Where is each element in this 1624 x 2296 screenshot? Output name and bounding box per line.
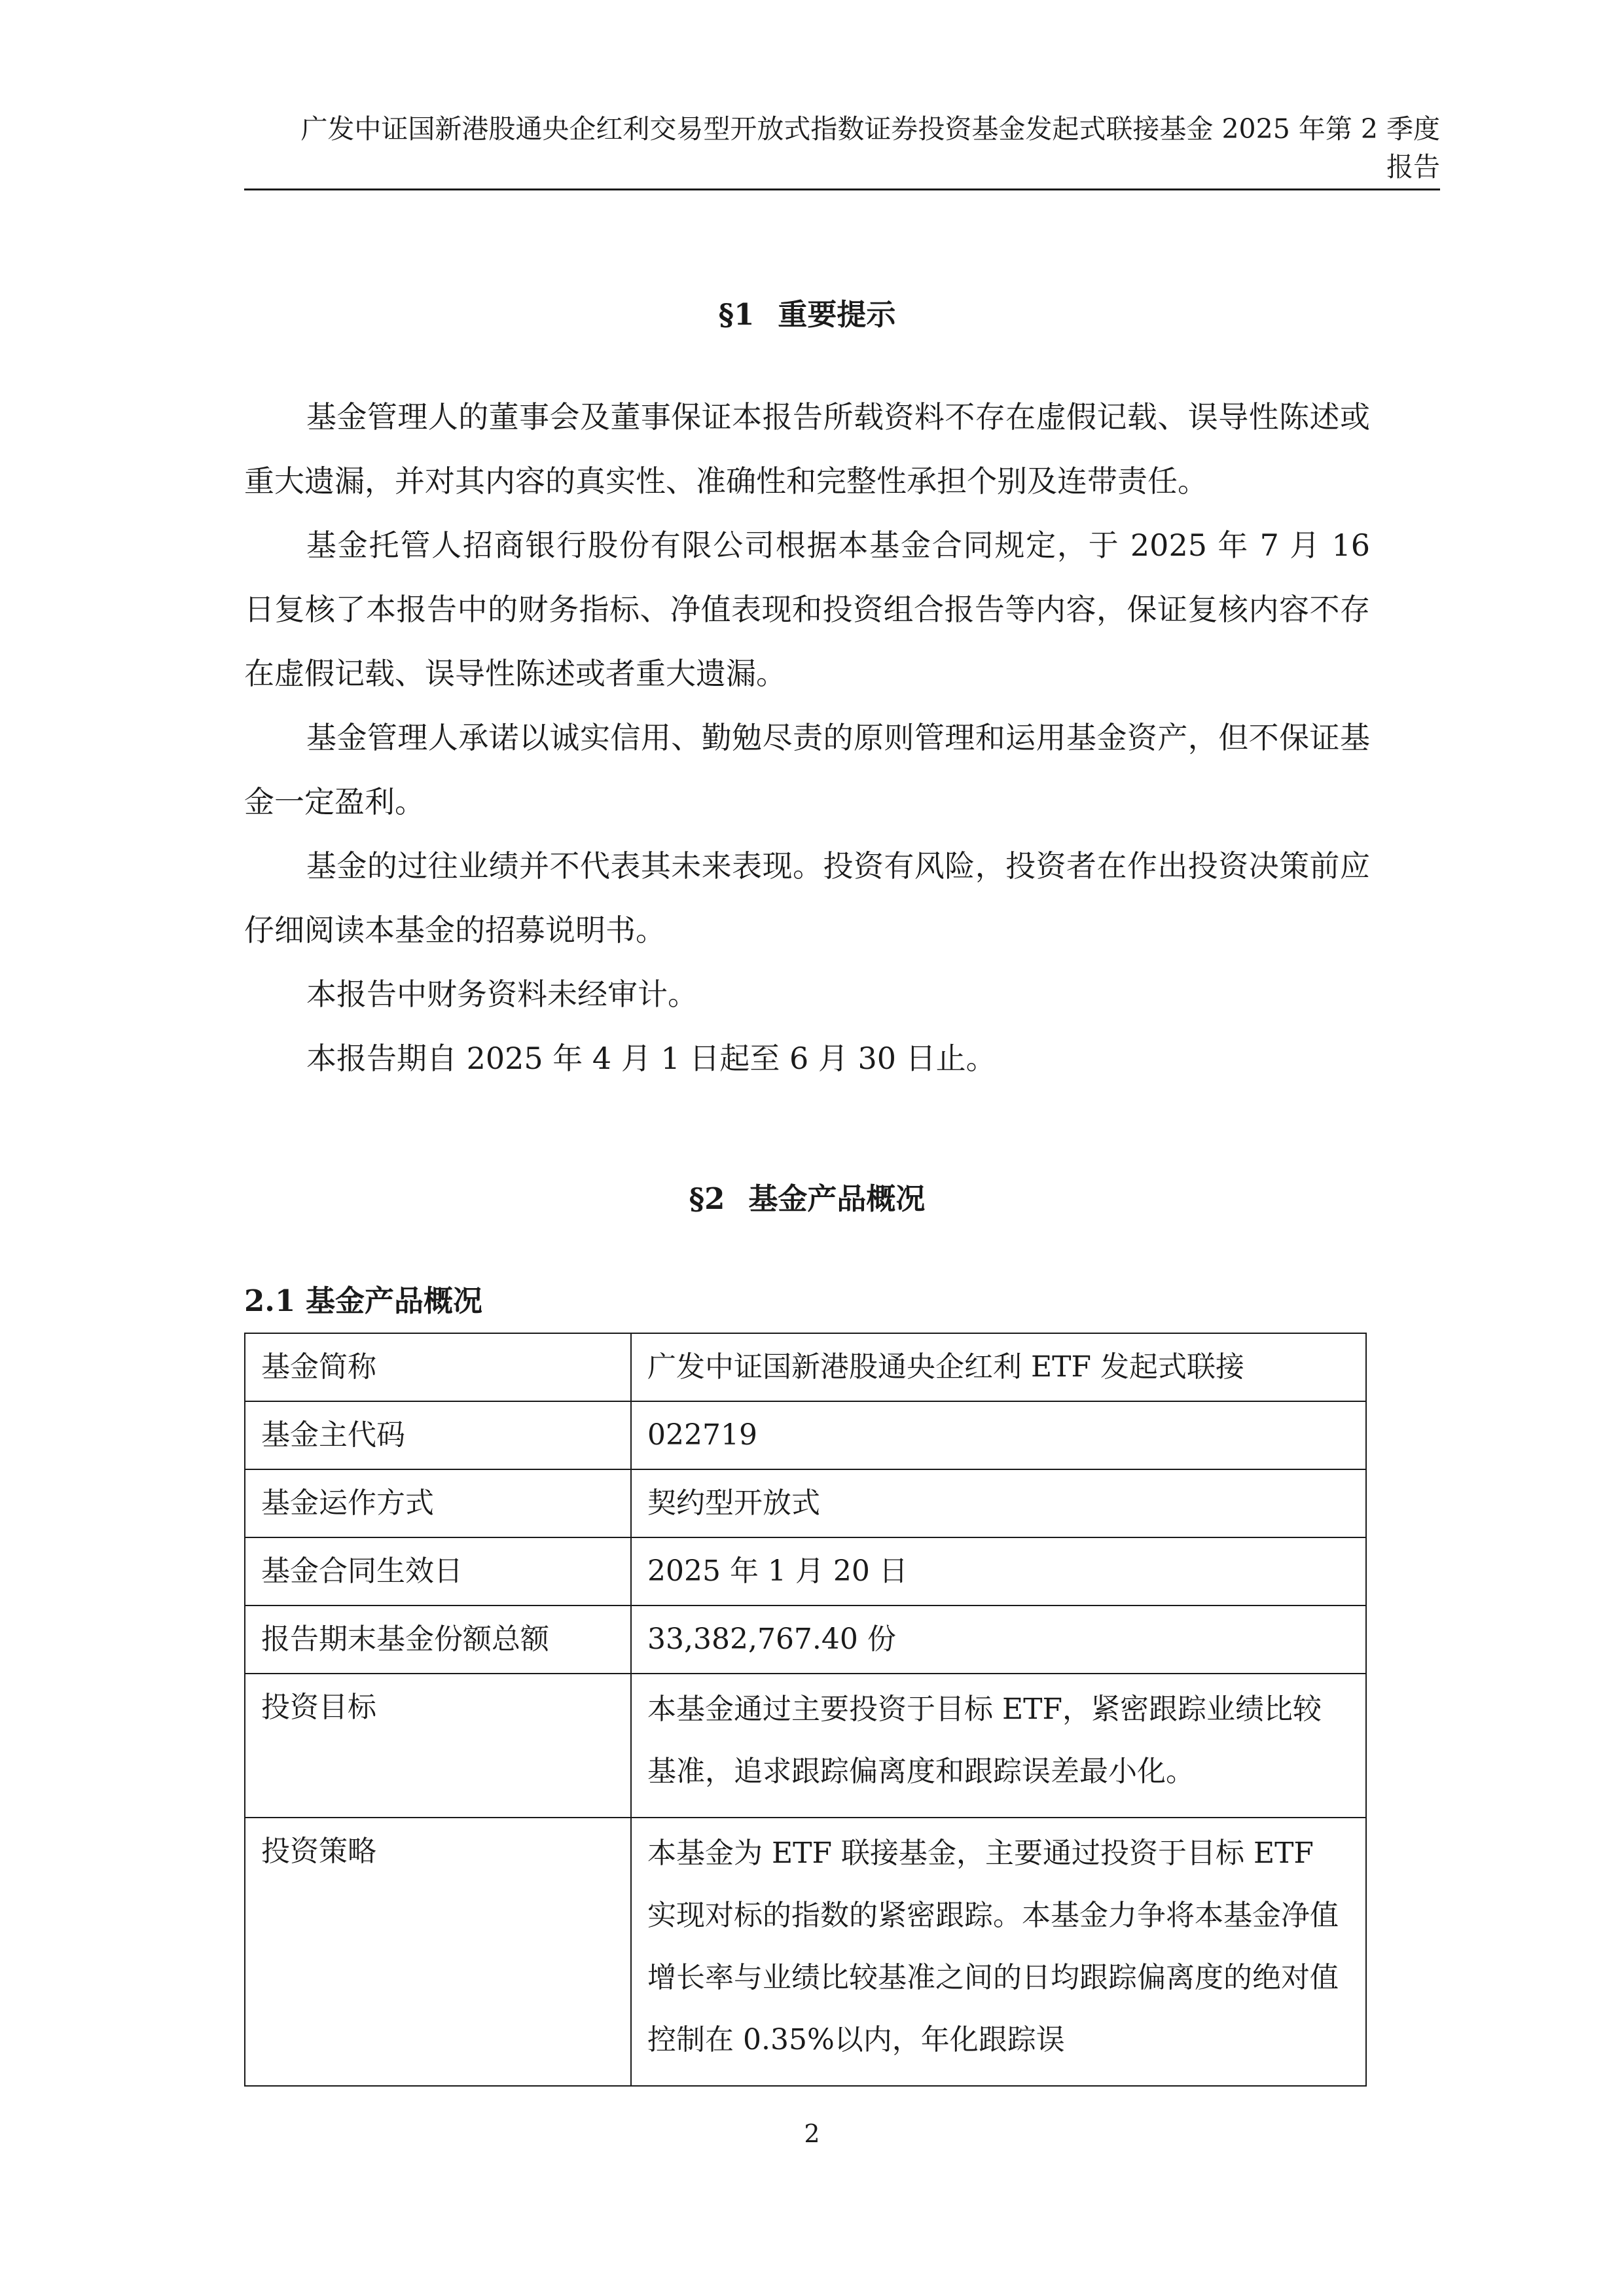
paragraph: 本报告期自 2025 年 4 月 1 日起至 6 月 30 日止。 xyxy=(306,1041,996,1076)
row-value-text: 本基金为 ETF 联接基金，主要通过投资于目标 ETF 实现对标的指数的紧密跟踪。本基金力争将本基金净值增长率与业绩比较基准之间的日均跟踪偏离度的绝对值控制在 0.35%以内，年化跟踪误 xyxy=(647,1837,1339,2056)
row-label: 基金简称 xyxy=(245,1333,631,1401)
section2-number: §2 xyxy=(689,1181,725,1216)
row-label: 投资策略 xyxy=(245,1818,631,2086)
table-row xyxy=(245,1333,1366,1401)
row-label: 基金合同生效日 xyxy=(245,1537,631,1605)
table-row xyxy=(245,1537,1366,1605)
paragraph: 基金管理人的董事会及董事保证本报告所载资料不存在虚假记载、误导性陈述或重大遗漏，并对其内容的真实性、准确性和完整性承担个别及连带责任。 xyxy=(244,399,1370,499)
header-divider xyxy=(244,188,1440,190)
table-row xyxy=(245,1818,1366,2086)
paragraph: 基金的过往业绩并不代表其未来表现。投资有风险，投资者在作出投资决策前应仔细阅读本基金的招募说明书。 xyxy=(244,848,1370,948)
paragraph: 本报告中财务资料未经审计。 xyxy=(306,977,698,1012)
row-value xyxy=(631,1674,1366,1818)
row-value: 广发中证国新港股通央企红利 ETF 发起式联接 xyxy=(631,1333,1366,1401)
section1-number: §1 xyxy=(718,297,755,332)
fund-overview-table xyxy=(244,1333,1367,2087)
paragraph: 基金管理人承诺以诚实信用、勤勉尽责的原则管理和运用基金资产，但不保证基金一定盈利。 xyxy=(244,720,1370,819)
row-label: 报告期末基金份额总额 xyxy=(245,1605,631,1674)
section1-body xyxy=(244,385,1370,1090)
row-value: 022719 xyxy=(631,1401,1366,1469)
paragraph: 基金托管人招商银行股份有限公司根据本基金合同规定，于 2025 年 7 月 16 日复核了本报告中的财务指标、净值表现和投资组合报告等内容，保证复核内容不存在虚假记载、误导性陈述或者重大遗漏。 xyxy=(244,528,1370,691)
table-row xyxy=(245,1605,1366,1674)
header-title-line1: 广发中证国新港股通央企红利交易型开放式指数证券投资基金发起式联接基金 2025 年第 2 季度 xyxy=(300,113,1440,145)
table-row xyxy=(245,1469,1366,1537)
report-header xyxy=(244,110,1440,186)
section2-heading xyxy=(244,1179,1370,1219)
row-value: 33,382,767.40 份 xyxy=(631,1605,1366,1674)
section1-title: 重要提示 xyxy=(778,297,896,332)
row-label: 基金主代码 xyxy=(245,1401,631,1469)
section2-title: 基金产品概况 xyxy=(748,1181,926,1216)
page-number: 2 xyxy=(804,2119,820,2148)
row-value xyxy=(631,1818,1366,2086)
header-title-line2: 报告 xyxy=(1386,151,1440,183)
subsection-2-1-title: 2.1 基金产品概况 xyxy=(244,1283,482,1318)
section1-heading xyxy=(244,295,1370,334)
table-row xyxy=(245,1674,1366,1818)
row-label: 投资目标 xyxy=(245,1674,631,1818)
row-label: 基金运作方式 xyxy=(245,1469,631,1537)
row-value-text: 本基金通过主要投资于目标 ETF，紧密跟踪业绩比较基准，追求跟踪偏离度和跟踪误差最小化。 xyxy=(647,1693,1322,1788)
table-row xyxy=(245,1401,1366,1469)
row-value: 契约型开放式 xyxy=(631,1469,1366,1537)
row-value: 2025 年 1 月 20 日 xyxy=(631,1537,1366,1605)
